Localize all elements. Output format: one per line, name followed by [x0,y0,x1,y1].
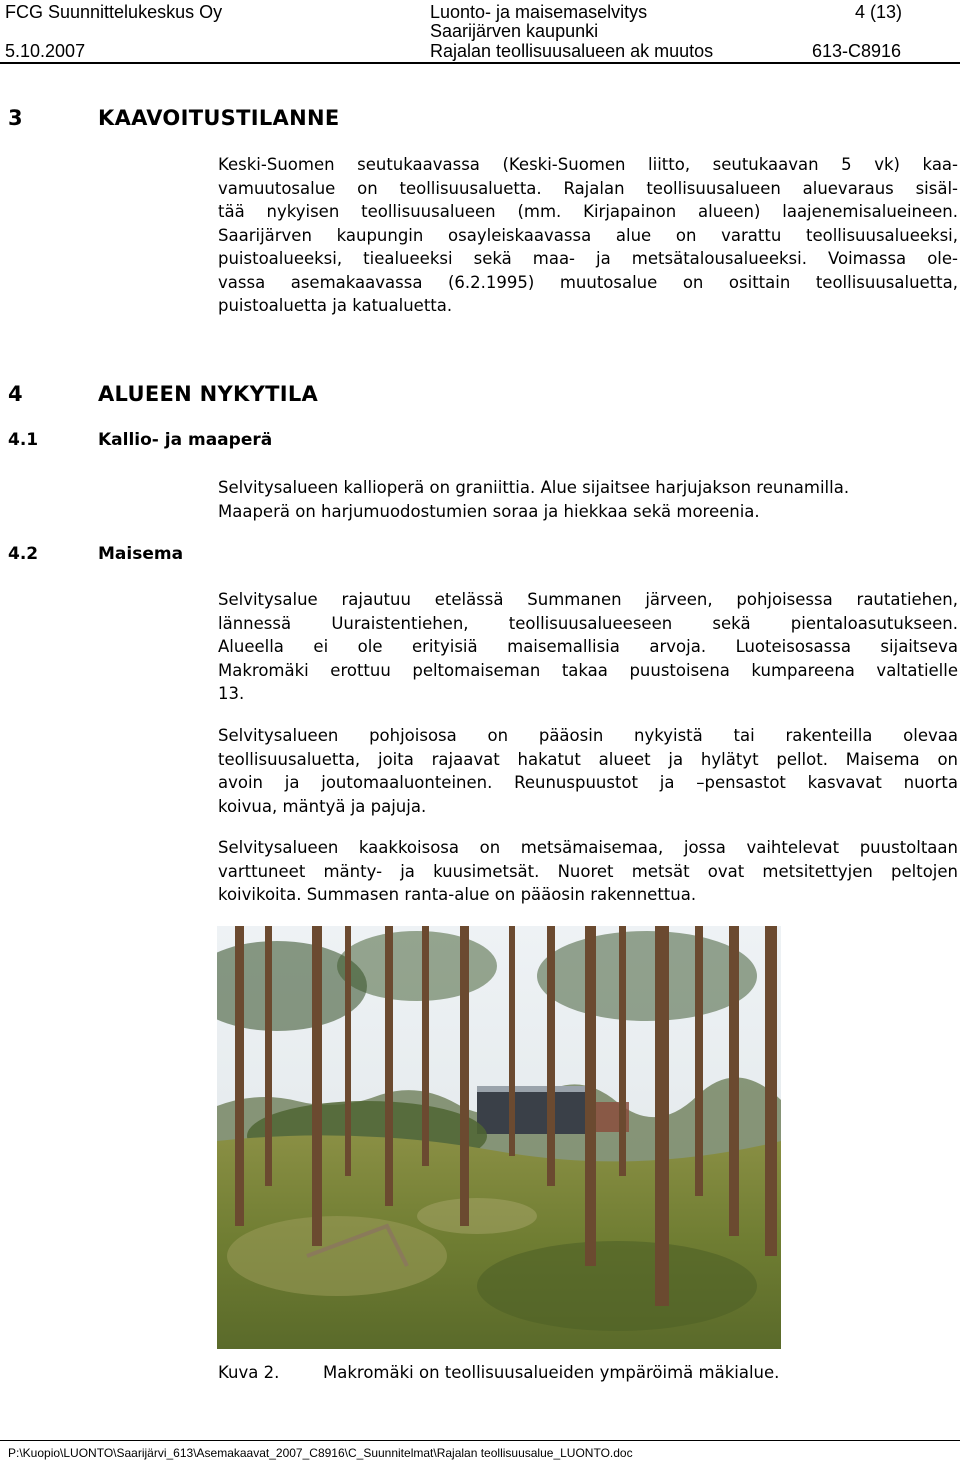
footer-file-path: P:\Kuopio\LUONTO\Saarijärvi_613\Asemakaavat_2007_C8916\C_Suunnitelmat\Rajalan teollisuusalue_LUONTO.doc [8,1446,633,1460]
section-4-2-title: Maisema [98,544,184,564]
section-3-heading [8,106,339,130]
paragraph-line: Selvitysalueen pohjoisosa on pääosin nykyistä tai rakenteilla olevaa [218,726,958,745]
paragraph-line: Keski-Suomen seutukaavassa (Keski-Suomen liitto, seutukaavan 5 vk) kaa- [218,155,958,174]
header-client: Saarijärven kaupunki [430,21,599,41]
section-4-title: ALUEEN NYKYTILA [98,382,319,406]
paragraph-line: lännessä Uuraistentiehen, teollisuusalueeseen sekä pientaloasutukseen. [218,613,958,633]
forest-photo-image [217,926,781,1349]
paragraph-line: Alueella ei ole erityisiä maisemallisia arvoja. Luoteisosassa sijaitseva [218,637,958,656]
footer-rule [0,1440,960,1441]
paragraph-line: avoin ja joutomaaluonteinen. Reunuspuustot ja –pensastot kasvavat nuorta [218,773,958,792]
header-date: 5.10.2007 [5,41,86,61]
paragraph-line: vamuutosalue on teollisuusaluetta. Rajalan teollisuusalueen aluevaraus sisäl- [218,178,958,198]
paragraph-line: 13. [218,684,245,703]
section-4-1-title: Kallio- ja maaperä [98,430,273,450]
paragraph-line: teollisuusaluetta, joita rajaavat hakatut alueet ja hylätyt pellot. Maisema on [218,749,958,769]
header-company: FCG Suunnittelukeskus Oy [5,2,223,22]
header-rule [0,62,960,64]
figure-caption-text: Makromäki on teollisuusalueiden ympäröimä mäkialue. [323,1363,780,1382]
paragraph-line: Makromäki erottuu peltomaiseman takaa puustoisena kumpareena valtatielle [218,660,958,680]
paragraph-line: puistoaluetta ja katualuetta. [218,296,453,315]
section-4-2-paragraph-3 [218,836,958,907]
section-4-heading [8,382,318,406]
paragraph-line: koivua, mäntyä ja pajuja. [218,796,427,816]
figure-label: Kuva 2. [218,1363,280,1382]
header-subject: Rajalan teollisuusalueen ak muutos [430,41,714,61]
paragraph-line: koivikoita. Summasen ranta-alue on pääosin rakennettua. [218,885,697,904]
paragraph-line: Selvitysalue rajautuu etelässä Summanen järveen, pohjoisessa rautatiehen, [218,590,958,609]
paragraph-line: tää nykyisen teollisuusalueen (mm. Kirjapainon alueen) laajenemisalueineen. [218,202,958,221]
figure-caption [218,1361,779,1384]
section-4-1-number: 4.1 [8,430,39,450]
paragraph-line: Saarijärven kaupungin osayleiskaavassa alue on varattu teollisuusalueeksi, [218,225,958,245]
paragraph-line: Maaperä on harjumuodostumien soraa ja hiekkaa sekä moreenia. [218,501,760,521]
section-3-number: 3 [8,106,23,130]
section-4-2-number: 4.2 [8,544,39,564]
section-4-2-heading [8,543,183,565]
paragraph-line: Selvitysalueen kallioperä on graniittia. Alue sijaitsee harjujakson reunamilla. [218,478,850,497]
header-page-number: 4 (13) [855,2,903,22]
section-4-2-paragraph-2 [218,724,958,818]
header-project-code: 613-C8916 [812,41,902,61]
paragraph-line: vassa asemakaavassa (6.2.1995) muutosalue on osittain teollisuusaluetta, [218,272,958,292]
paragraph-line: puistoalueeksi, tiealueeksi sekä maa- ja metsätalousalueeksi. Voimassa ole- [218,249,958,268]
section-4-number: 4 [8,382,23,406]
header-report-title: Luonto- ja maisemaselvitys [430,2,648,22]
section-3-paragraph [218,153,958,318]
section-3-title: KAAVOITUSTILANNE [98,106,340,130]
section-4-1-heading [8,429,272,451]
paragraph-line: Selvitysalueen kaakkoisosa on metsämaisemaa, jossa vaihtelevat puustoltaan [218,838,958,857]
paragraph-line: varttuneet mänty- ja kuusimetsät. Nuoret metsät ovat metsitettyjen peltojen [218,861,958,881]
section-4-2-paragraph-1 [218,588,958,706]
section-4-1-paragraph [218,476,958,523]
forest-photo [217,926,781,1349]
